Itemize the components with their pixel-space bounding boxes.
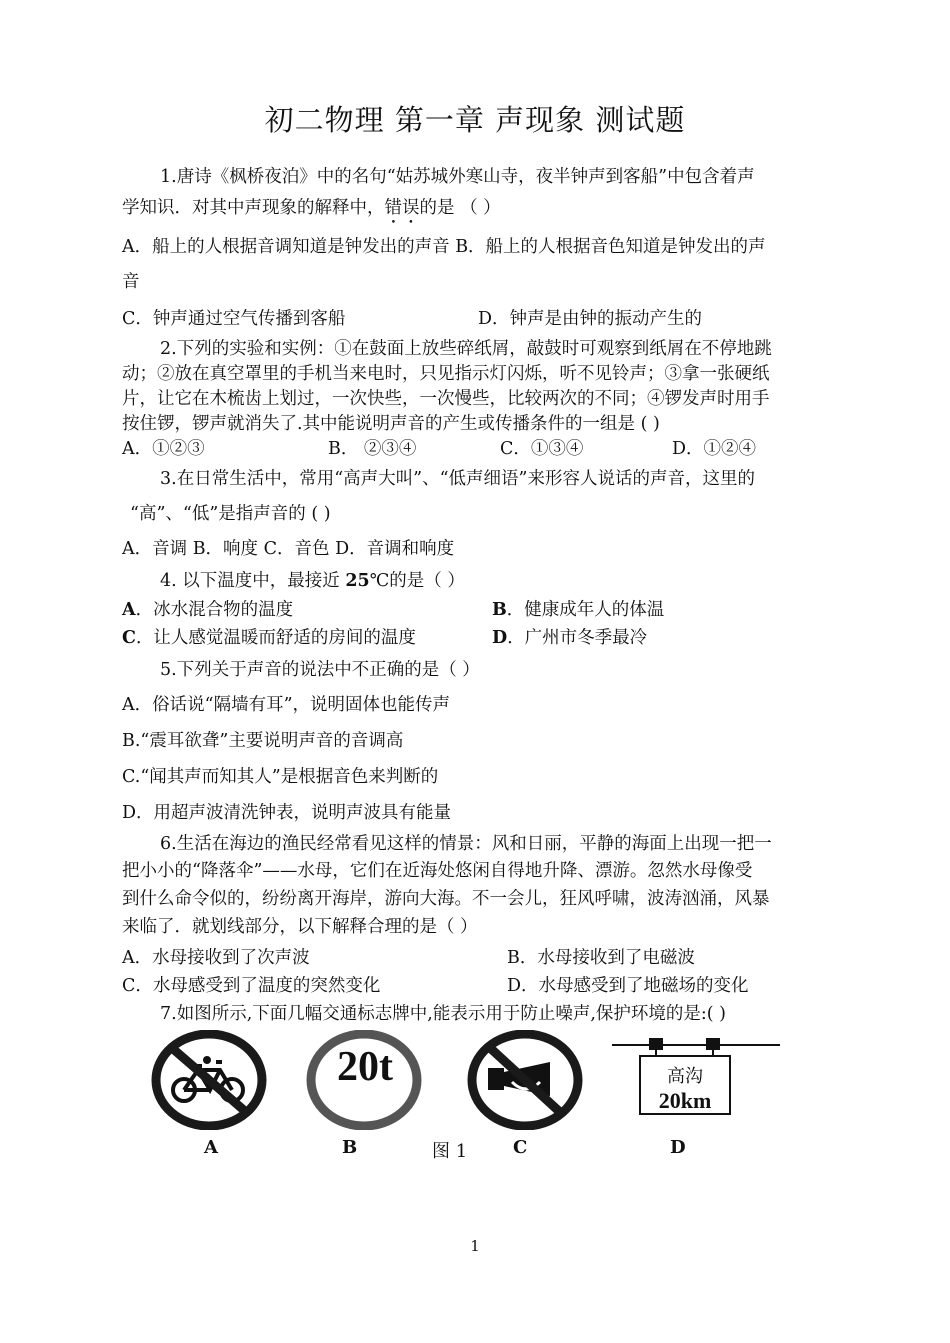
q5-option-b: B.“震耳欲聋”主要说明声音的音调高 xyxy=(122,731,404,751)
q1-emphasized-word: 错误 xyxy=(384,198,420,218)
q4-option-a-letter: A xyxy=(122,600,136,620)
q5-option-d: D．用超声波清洗钟表，说明声波具有能量 xyxy=(122,803,452,823)
q2-option-d: D．①②④ xyxy=(672,439,757,459)
sign-d-clamp-right xyxy=(706,1038,720,1050)
page-title: 初二物理 第一章 声现象 测试题 xyxy=(264,103,686,137)
q1-stem-line1: 1.唐诗《枫桥夜泊》中的名句“姑苏城外寒山寺，夜半钟声到客船”中包含着声 xyxy=(160,167,755,187)
q1-option-ab-continued: 音 xyxy=(122,272,140,292)
q2-option-c: C．①③④ xyxy=(500,439,584,459)
q4-option-d-letter: D xyxy=(492,628,508,648)
q3-stem-line1: 3.在日常生活中，常用“高声大叫”、“低声细语”来形容人说话的声音，这里的 xyxy=(160,469,755,489)
q4-stem xyxy=(160,567,465,592)
q5-option-a: A．俗话说“隔墙有耳”，说明固体也能传声 xyxy=(122,695,451,715)
q2-option-a: A．①②③ xyxy=(122,439,205,459)
q2-stem-line1: 2.下列的实验和实例：①在鼓面上放些碎纸屑，敲鼓时可观察到纸屑在不停地跳 xyxy=(160,339,772,359)
q6-option-c: C．水母感受到了温度的突然变化 xyxy=(122,976,381,996)
q4-option-d xyxy=(492,624,647,649)
no-horn-sign xyxy=(466,1030,584,1130)
q7-stem: 7.如图所示,下面几幅交通标志牌中,能表示用于防止噪声,保护环境的是:( ) xyxy=(160,1004,726,1024)
q2-option-b: B． ②③④ xyxy=(328,439,417,459)
q2-stem-line4: 按住锣，锣声就消失了.其中能说明声音的产生或传播条件的一组是 ( ) xyxy=(122,414,660,434)
q6-stem-line1: 6.生活在海边的渔民经常看见这样的情景：风和日丽，平静的海面上出现一把一 xyxy=(160,834,772,854)
no-bicycle-sign xyxy=(150,1030,268,1130)
page-number: 1 xyxy=(470,1237,480,1255)
q4-stem-post: ℃的是（ ） xyxy=(369,571,465,591)
q4-option-a-text: ．冰水混合物的温度 xyxy=(135,600,294,620)
q5-option-c: C.“闻其声而知其人”是根据音色来判断的 xyxy=(122,767,439,787)
figure-caption: 图 1 xyxy=(432,1141,468,1162)
q4-option-b-text: ．健康成年人的体温 xyxy=(506,600,665,620)
q4-option-a xyxy=(122,596,293,621)
sign-d-place: 高沟 xyxy=(667,1066,703,1087)
q4-option-c xyxy=(122,624,416,649)
q4-option-c-letter: C xyxy=(122,628,136,648)
q1-stem-line2-post: 的是 （ ） xyxy=(419,198,501,218)
q1-stem-line2-pre: 学知识．对其中声现象的解释中， xyxy=(122,198,385,218)
q6-option-b: B．水母接收到了电磁波 xyxy=(507,948,695,968)
q4-option-d-text: ．广州市冬季最冷 xyxy=(507,628,648,648)
sign-c-label: C xyxy=(513,1137,528,1158)
q2-stem-line3: 片，让它在木梳齿上划过，一次快些，一次慢些，比较两次的不同；④锣发声时用手 xyxy=(122,389,770,409)
sign-b-text: 20t xyxy=(337,1044,393,1090)
q1-option-ab: A．船上的人根据音调知道是钟发出的声音 B．船上的人根据音色知道是钟发出的声 xyxy=(122,237,766,257)
q3-options: A．音调 B．响度 C．音色 D．音调和响度 xyxy=(122,539,455,559)
q4-stem-bold: 25 xyxy=(345,571,370,591)
sign-d-distance: 20km xyxy=(658,1088,712,1113)
q4-stem-pre: 4. 以下温度中，最接近 xyxy=(160,571,346,591)
sign-a-label: A xyxy=(204,1137,218,1158)
q6-stem-line3: 到什么命令似的，纷纷离开海岸，游向大海。不一会儿，狂风呼啸，波涛汹涌，风暴 xyxy=(122,889,770,909)
q6-stem-line2: 把小小的“降落伞”——水母，它们在近海处悠闲自得地升降、漂游。忽然水母像受 xyxy=(122,861,753,881)
distance-sign xyxy=(610,1034,782,1116)
q1-stem-line2 xyxy=(122,194,501,228)
q5-stem: 5.下列关于声音的说法中不正确的是（ ） xyxy=(160,660,480,680)
q6-option-d: D．水母感受到了地磁场的变化 xyxy=(507,976,749,996)
weight-limit-sign xyxy=(305,1030,423,1130)
rider-head-icon xyxy=(203,1056,211,1064)
sign-b-label: B xyxy=(342,1137,358,1158)
q4-option-b xyxy=(492,596,664,621)
sign-d-clamp-left xyxy=(649,1038,663,1050)
sign-d-label: D xyxy=(670,1137,686,1158)
q6-option-a: A．水母接收到了次声波 xyxy=(122,948,310,968)
q4-option-c-text: ．让人感觉温暖而舒适的房间的温度 xyxy=(135,628,416,648)
q1-option-c: C．钟声通过空气传播到客船 xyxy=(122,309,346,329)
q2-stem-line2: 动；②放在真空罩里的手机当来电时，只见指示灯闪烁，听不见铃声；③拿一张硬纸 xyxy=(122,364,770,384)
q4-option-b-letter: B xyxy=(492,600,507,620)
q1-option-d: D．钟声是由钟的振动产生的 xyxy=(478,309,703,329)
q6-stem-line4: 来临了．就划线部分，以下解释合理的是（ ） xyxy=(122,917,478,937)
q3-stem-line2: “高”、“低”是指声音的 ( ) xyxy=(130,504,331,524)
